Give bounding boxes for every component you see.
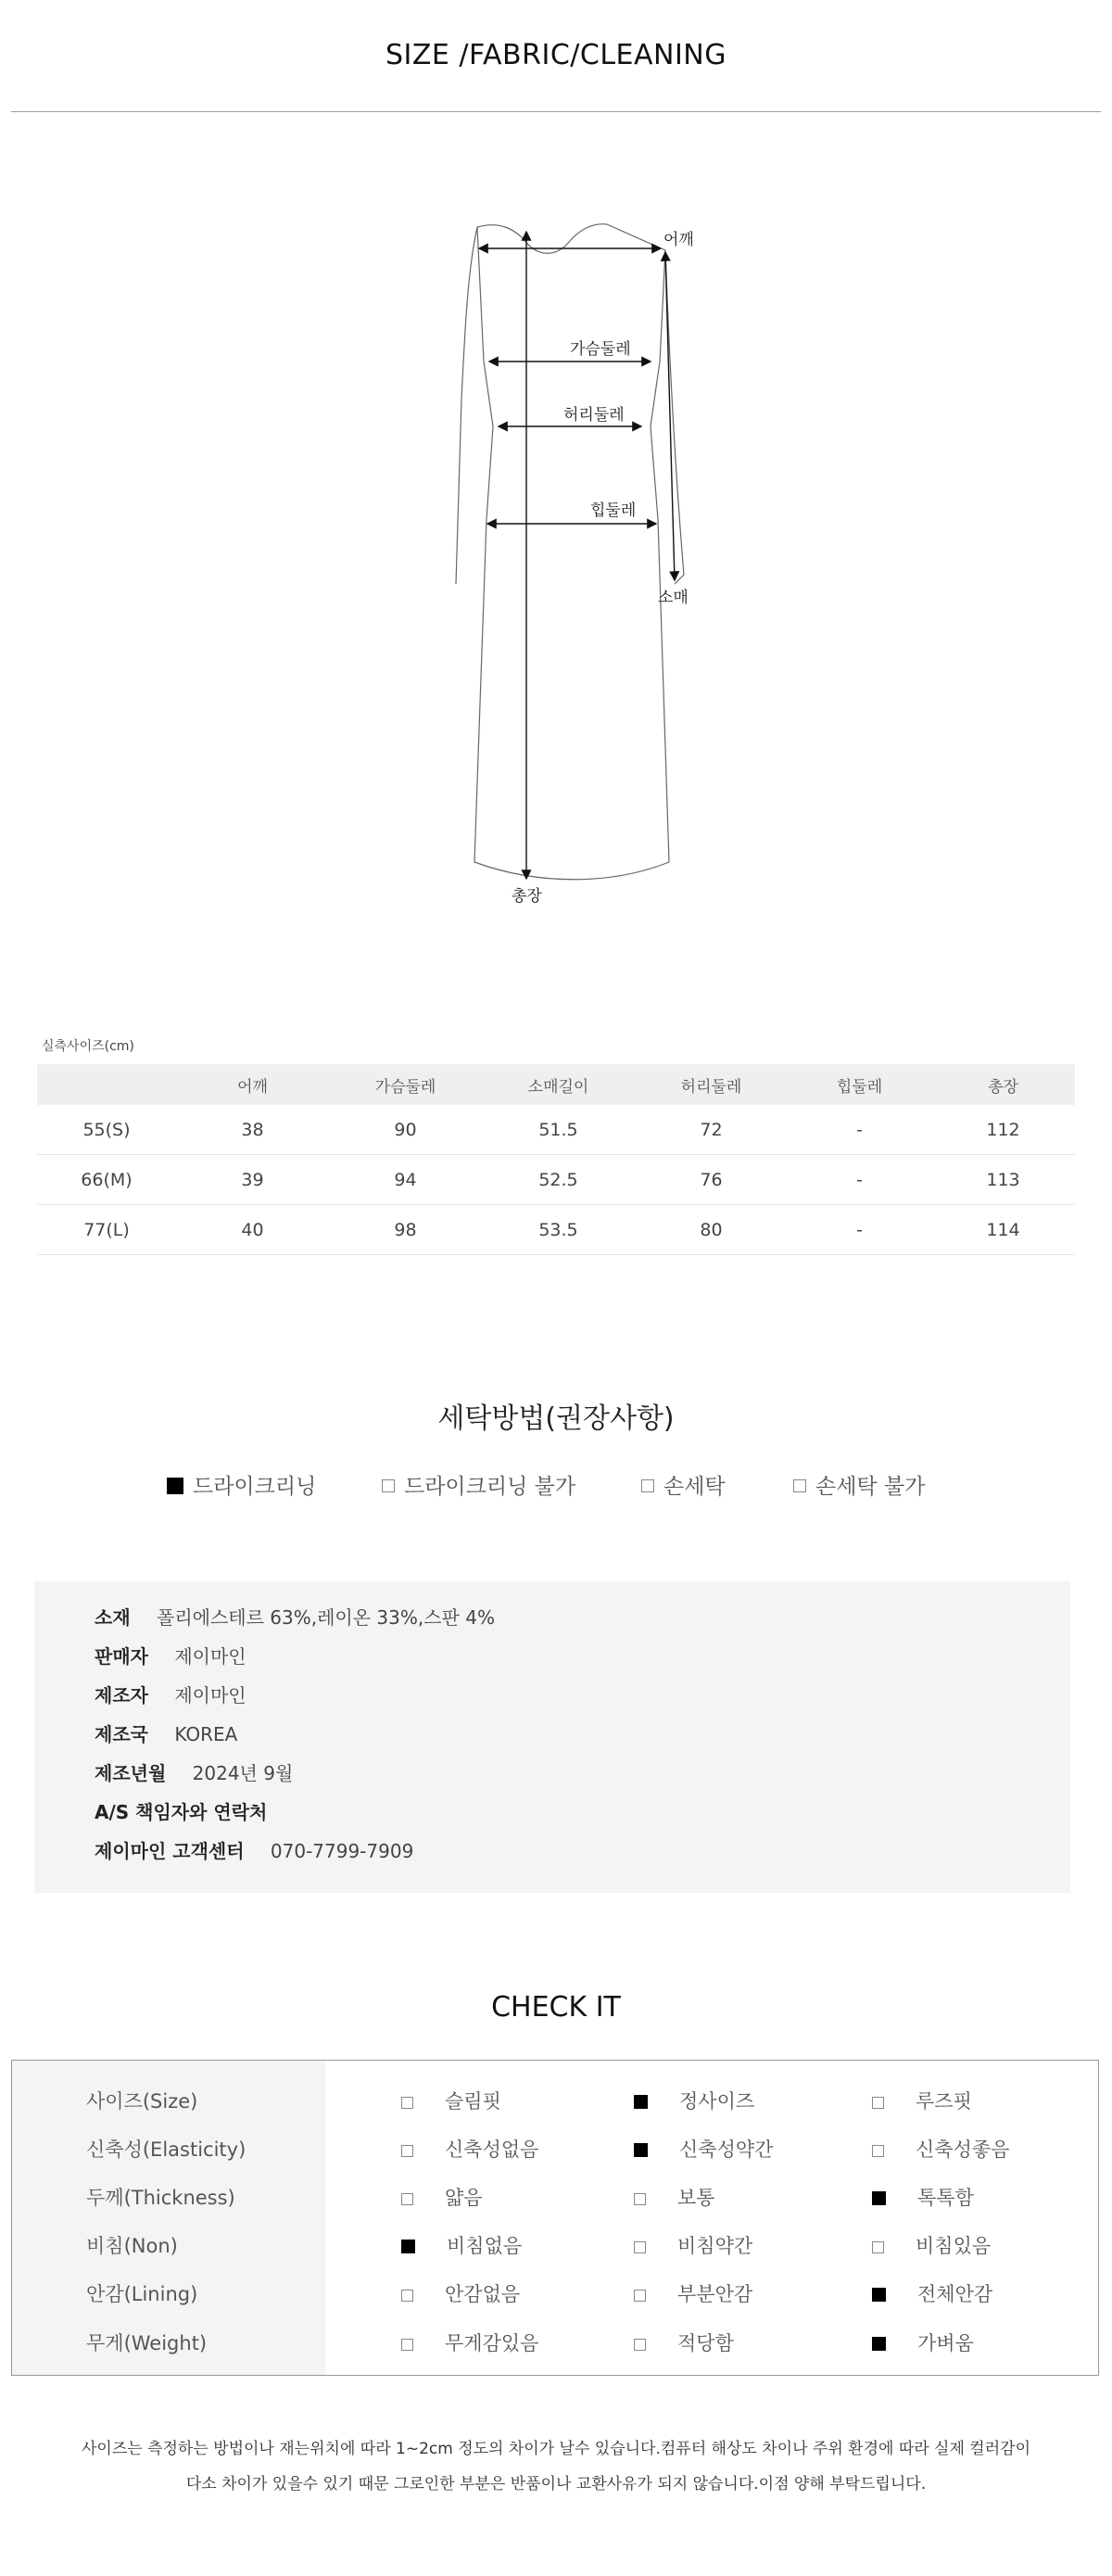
info-key: 제조국 bbox=[95, 1723, 148, 1745]
checkbox-empty-icon bbox=[793, 1479, 806, 1492]
info-key: A/S 책임자와 연락처 bbox=[95, 1801, 268, 1823]
checkbox-empty-icon bbox=[401, 2193, 413, 2205]
check-option bbox=[634, 2279, 752, 2307]
check-row-label: 두께(Thickness) bbox=[86, 2187, 235, 2209]
checkbox-checked-icon bbox=[872, 2288, 886, 2302]
size-cell: 52.5 bbox=[482, 1155, 635, 1205]
check-option bbox=[634, 2329, 734, 2356]
check-row-thickness bbox=[12, 2172, 1098, 2220]
washing-option-label: 손세탁 불가 bbox=[815, 1475, 926, 1499]
check-row-label: 안감(Lining) bbox=[86, 2283, 198, 2305]
checkbox-checked-icon bbox=[872, 2337, 886, 2351]
info-key: 제조자 bbox=[95, 1684, 148, 1707]
washing-option-dry-clean bbox=[167, 1469, 316, 1500]
check-option bbox=[872, 2279, 992, 2307]
check-option bbox=[401, 2231, 522, 2259]
check-option-label: 루즈핏 bbox=[916, 2090, 972, 2113]
header-divider bbox=[11, 111, 1101, 112]
size-cell: - bbox=[788, 1155, 931, 1205]
checkbox-checked-icon bbox=[872, 2191, 886, 2205]
info-row-as-contact bbox=[95, 1797, 267, 1824]
check-option bbox=[634, 2231, 752, 2259]
check-it-table bbox=[11, 2060, 1099, 2376]
checkbox-empty-icon bbox=[401, 2145, 413, 2157]
size-cell: 113 bbox=[931, 1155, 1075, 1205]
check-option-label: 비침있음 bbox=[916, 2235, 992, 2257]
checkbox-empty-icon bbox=[872, 2241, 884, 2253]
size-cell: 66(M) bbox=[37, 1155, 176, 1205]
checkbox-empty-icon bbox=[641, 1479, 654, 1492]
checkbox-empty-icon bbox=[634, 2290, 646, 2302]
check-option bbox=[634, 2135, 773, 2163]
info-row-seller bbox=[95, 1642, 246, 1669]
size-table-header: 가슴둘레 bbox=[329, 1064, 482, 1105]
size-cell: 98 bbox=[329, 1205, 482, 1255]
checkbox-checked-icon bbox=[634, 2095, 648, 2109]
size-table-header: 힙둘레 bbox=[788, 1064, 931, 1105]
length-label: 총장 bbox=[512, 887, 542, 906]
size-table-header: 소매길이 bbox=[482, 1064, 635, 1105]
check-option-label: 가벼움 bbox=[917, 2332, 974, 2354]
checkbox-empty-icon bbox=[634, 2193, 646, 2205]
checkbox-checked-icon bbox=[401, 2240, 415, 2253]
size-cell: 39 bbox=[176, 1155, 329, 1205]
checkbox-empty-icon bbox=[382, 1479, 395, 1492]
chest-label: 가슴둘레 bbox=[570, 340, 631, 359]
shoulder-label: 어깨 bbox=[663, 231, 694, 249]
check-option bbox=[872, 2087, 972, 2114]
info-row-material bbox=[95, 1603, 495, 1630]
check-option bbox=[401, 2135, 538, 2163]
check-option-label: 톡톡함 bbox=[917, 2187, 974, 2209]
size-cell: 55(S) bbox=[37, 1105, 176, 1155]
washing-option-no-hand-wash bbox=[793, 1469, 925, 1500]
checkbox-empty-icon bbox=[872, 2145, 884, 2157]
washing-option-label: 드라이크리닝 불가 bbox=[404, 1475, 576, 1499]
check-option bbox=[872, 2329, 974, 2356]
info-key: 소재 bbox=[95, 1606, 131, 1629]
info-value: 제이마인 bbox=[174, 1684, 246, 1707]
check-option-label: 비침약간 bbox=[677, 2235, 753, 2257]
size-table-caption: 실측사이즈(cm) bbox=[42, 1039, 134, 1054]
check-row-label: 무게(Weight) bbox=[86, 2332, 208, 2354]
washing-title: 세탁방법(권장사항) bbox=[437, 1402, 675, 1435]
checkbox-empty-icon bbox=[401, 2290, 413, 2302]
table-row bbox=[37, 1155, 1075, 1205]
info-value: 폴리에스테르 63%,레이온 33%,스판 4% bbox=[157, 1606, 495, 1629]
info-key: 판매자 bbox=[95, 1645, 148, 1668]
footer-note-line-2: 다소 차이가 있을수 있기 때문 그로인한 부분은 반품이나 교환사유가 되지 않습니다.이점 양해 부탁드립니다. bbox=[185, 2475, 927, 2494]
size-cell: 80 bbox=[635, 1205, 788, 1255]
info-row-manufacturer bbox=[95, 1681, 246, 1707]
check-option bbox=[872, 2135, 1009, 2163]
size-cell: - bbox=[788, 1105, 931, 1155]
product-info-box bbox=[34, 1581, 1070, 1893]
size-cell: 38 bbox=[176, 1105, 329, 1155]
washing-option-hand-wash bbox=[641, 1469, 726, 1500]
checkbox-empty-icon bbox=[634, 2339, 646, 2351]
check-option-label: 신축성없음 bbox=[445, 2138, 539, 2161]
info-row-country bbox=[95, 1719, 237, 1746]
info-key: 제조년월 bbox=[95, 1762, 167, 1784]
check-option bbox=[401, 2329, 538, 2356]
check-option-label: 적당함 bbox=[677, 2332, 734, 2354]
check-row-label: 비침(Non) bbox=[86, 2235, 178, 2257]
size-cell: 40 bbox=[176, 1205, 329, 1255]
check-option bbox=[401, 2279, 520, 2307]
check-option bbox=[634, 2087, 754, 2114]
check-row-label: 사이즈(Size) bbox=[86, 2090, 198, 2113]
size-table-header: 총장 bbox=[931, 1064, 1075, 1105]
size-cell: 90 bbox=[329, 1105, 482, 1155]
check-option bbox=[634, 2183, 715, 2211]
dress-outline-icon bbox=[426, 213, 723, 918]
info-row-date bbox=[95, 1758, 293, 1785]
size-cell: - bbox=[788, 1205, 931, 1255]
check-option-label: 슬림핏 bbox=[445, 2090, 501, 2113]
info-row-customer-center bbox=[95, 1836, 413, 1863]
waist-label: 허리둘레 bbox=[563, 406, 625, 425]
checkbox-empty-icon bbox=[634, 2241, 646, 2253]
size-table-header: 허리둘레 bbox=[635, 1064, 788, 1105]
size-table-header bbox=[37, 1064, 176, 1105]
check-option-label: 신축성약간 bbox=[679, 2138, 774, 2161]
sleeve-label: 소매 bbox=[658, 589, 689, 607]
info-value: 2024년 9월 bbox=[192, 1762, 294, 1784]
info-key: 제이마인 고객센터 bbox=[95, 1840, 245, 1862]
check-option-label: 부분안감 bbox=[677, 2283, 753, 2305]
check-row-elasticity bbox=[12, 2124, 1098, 2172]
checkbox-empty-icon bbox=[401, 2339, 413, 2351]
check-it-title: CHECK IT bbox=[491, 1991, 621, 2024]
size-table-header-row bbox=[37, 1064, 1075, 1105]
washing-option-no-dry-clean bbox=[382, 1469, 575, 1500]
hip-label: 힙둘레 bbox=[590, 501, 637, 520]
check-option-label: 전체안감 bbox=[917, 2283, 993, 2305]
washing-option-label: 손세탁 bbox=[663, 1475, 726, 1499]
info-value: 070-7799-7909 bbox=[270, 1840, 414, 1862]
size-cell: 114 bbox=[931, 1205, 1075, 1255]
checkbox-checked-icon bbox=[634, 2143, 648, 2157]
size-cell: 76 bbox=[635, 1155, 788, 1205]
check-option-label: 얇음 bbox=[445, 2187, 483, 2209]
check-option-label: 보통 bbox=[677, 2187, 715, 2209]
checkbox-empty-icon bbox=[872, 2097, 884, 2109]
check-option-label: 안감없음 bbox=[445, 2283, 521, 2305]
check-row-label: 신축성(Elasticity) bbox=[86, 2138, 246, 2161]
check-option-label: 정사이즈 bbox=[679, 2090, 755, 2113]
check-option-label: 무게감있음 bbox=[445, 2332, 539, 2354]
size-cell: 77(L) bbox=[37, 1205, 176, 1255]
size-cell: 112 bbox=[931, 1105, 1075, 1155]
check-option bbox=[401, 2087, 501, 2114]
table-row bbox=[37, 1205, 1075, 1255]
size-cell: 72 bbox=[635, 1105, 788, 1155]
checkbox-checked-icon bbox=[167, 1478, 183, 1494]
check-row-size bbox=[12, 2075, 1098, 2124]
size-cell: 51.5 bbox=[482, 1105, 635, 1155]
checkbox-empty-icon bbox=[401, 2097, 413, 2109]
page-title: SIZE /FABRIC/CLEANING bbox=[385, 39, 727, 71]
size-cell: 53.5 bbox=[482, 1205, 635, 1255]
footer-note-line-1: 사이즈는 측정하는 방법이나 재는위치에 따라 1~2cm 정도의 차이가 날수 있습니다.컴퓨터 해상도 차이나 주위 환경에 따라 실제 컬러감이 bbox=[81, 2440, 1030, 2458]
check-option bbox=[401, 2183, 483, 2211]
size-cell: 94 bbox=[329, 1155, 482, 1205]
check-option bbox=[872, 2231, 991, 2259]
check-option-label: 신축성좋음 bbox=[916, 2138, 1010, 2161]
check-row-weight bbox=[12, 2317, 1098, 2366]
info-value: 제이마인 bbox=[174, 1645, 246, 1668]
dress-measurement-diagram bbox=[426, 213, 723, 918]
table-row bbox=[37, 1105, 1075, 1155]
check-option-label: 비침없음 bbox=[447, 2235, 523, 2257]
size-table-header: 어깨 bbox=[176, 1064, 329, 1105]
check-option bbox=[872, 2183, 974, 2211]
check-row-sheerness bbox=[12, 2220, 1098, 2268]
check-row-lining bbox=[12, 2268, 1098, 2316]
washing-option-label: 드라이크리닝 bbox=[193, 1475, 317, 1499]
info-value: KOREA bbox=[174, 1723, 238, 1745]
size-table bbox=[37, 1064, 1075, 1255]
